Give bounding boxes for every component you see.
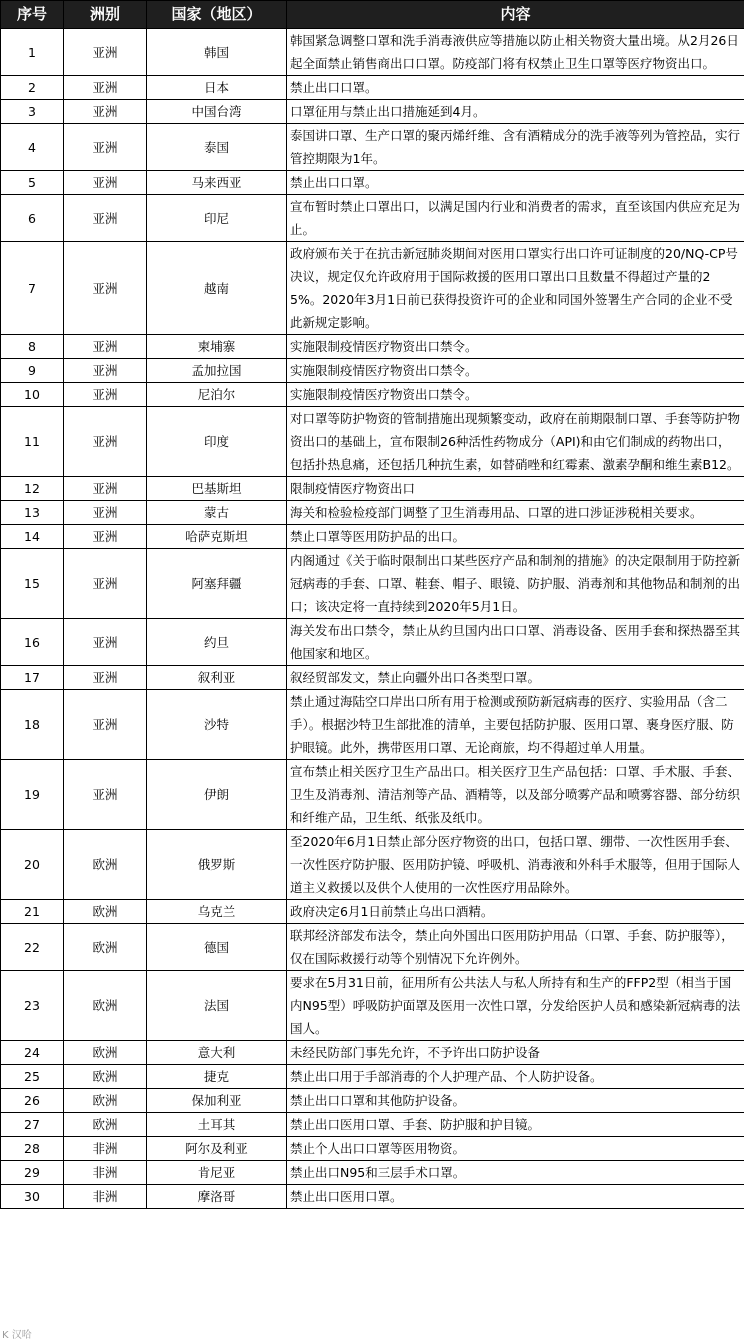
cell-country: 尼泊尔	[147, 383, 287, 407]
cell-continent: 欧洲	[64, 830, 147, 900]
cell-no: 17	[1, 666, 64, 690]
cell-continent: 非洲	[64, 1185, 147, 1209]
cell-content: 泰国讲口罩、生产口罩的聚丙烯纤维、含有酒精成分的洗手液等列为管控品，实行管控期限为1年。	[287, 124, 744, 171]
cell-country: 约旦	[147, 619, 287, 666]
cell-country: 俄罗斯	[147, 830, 287, 900]
table-body	[1, 29, 744, 1209]
table-row	[1, 1041, 744, 1065]
cell-continent: 欧洲	[64, 1065, 147, 1089]
cell-continent: 欧洲	[64, 1113, 147, 1137]
table-row	[1, 900, 744, 924]
table-row	[1, 924, 744, 971]
table-row	[1, 760, 744, 830]
cell-content: 联邦经济部发布法令，禁止向外国出口医用防护用品（口罩、手套、防护服等），仅在国际救援行动等个别情况下允许例外。	[287, 924, 744, 971]
table-row	[1, 29, 744, 76]
cell-country: 哈萨克斯坦	[147, 525, 287, 549]
cell-no: 8	[1, 335, 64, 359]
cell-continent: 亚洲	[64, 477, 147, 501]
cell-continent: 非洲	[64, 1161, 147, 1185]
table-row	[1, 383, 744, 407]
cell-continent: 亚洲	[64, 760, 147, 830]
cell-continent: 亚洲	[64, 359, 147, 383]
cell-continent: 亚洲	[64, 407, 147, 477]
table-row	[1, 549, 744, 619]
cell-country: 巴基斯坦	[147, 477, 287, 501]
cell-no: 11	[1, 407, 64, 477]
cell-no: 25	[1, 1065, 64, 1089]
cell-no: 26	[1, 1089, 64, 1113]
cell-no: 5	[1, 171, 64, 195]
table-row	[1, 477, 744, 501]
cell-no: 2	[1, 76, 64, 100]
cell-continent: 欧洲	[64, 1089, 147, 1113]
cell-country: 法国	[147, 971, 287, 1041]
header-continent: 洲别	[64, 1, 147, 29]
cell-continent: 亚洲	[64, 335, 147, 359]
table-row	[1, 1185, 744, 1209]
table-row	[1, 242, 744, 335]
cell-country: 韩国	[147, 29, 287, 76]
watermark: K 汉哈	[2, 1330, 32, 1341]
cell-country: 马来西亚	[147, 171, 287, 195]
cell-continent: 亚洲	[64, 525, 147, 549]
table-row	[1, 171, 744, 195]
table-row	[1, 195, 744, 242]
cell-content: 禁止出口医用口罩。	[287, 1185, 744, 1209]
cell-content: 至2020年6月1日禁止部分医疗物资的出口，包括口罩、绷带、一次性医用手套、一次性医疗防护服、医用防护镜、呼吸机、消毒液和外科手术服等，但用于国际人道主义救援以及供个人使用的一次性医疗用品除外。	[287, 830, 744, 900]
cell-country: 越南	[147, 242, 287, 335]
cell-no: 4	[1, 124, 64, 171]
cell-no: 7	[1, 242, 64, 335]
table-row	[1, 1089, 744, 1113]
table-row	[1, 359, 744, 383]
header-content: 内容	[287, 1, 744, 29]
cell-continent: 亚洲	[64, 383, 147, 407]
cell-content: 政府决定6月1日前禁止乌出口酒精。	[287, 900, 744, 924]
cell-no: 1	[1, 29, 64, 76]
table-row	[1, 76, 744, 100]
cell-content: 禁止口罩等医用防护品的出口。	[287, 525, 744, 549]
cell-content: 叙经贸部发文，禁止向疆外出口各类型口罩。	[287, 666, 744, 690]
cell-country: 乌克兰	[147, 900, 287, 924]
cell-content: 对口罩等防护物资的管制措施出现频繁变动，政府在前期限制口罩、手套等防护物资出口的基础上，宣布限制26种活性药物成分（API)和由它们制成的药物出口，包括扑热息痛，还包括几种抗生素，如替硝唑和红霉素、激素孕酮和维生素B12。	[287, 407, 744, 477]
cell-country: 中国台湾	[147, 100, 287, 124]
cell-country: 保加利亚	[147, 1089, 287, 1113]
cell-no: 18	[1, 690, 64, 760]
cell-country: 土耳其	[147, 1113, 287, 1137]
cell-content: 禁止出口口罩和其他防护设备。	[287, 1089, 744, 1113]
cell-content: 宣布禁止相关医疗卫生产品出口。相关医疗卫生产品包括：口罩、手术服、手套、卫生及消毒剂、清洁剂等产品、酒精等，以及部分喷雾产品和喷雾容器、部分纺织和纤维产品，卫生纸、纸张及纸巾。	[287, 760, 744, 830]
cell-continent: 亚洲	[64, 171, 147, 195]
cell-content: 海关发布出口禁令，禁止从约旦国内出口口罩、消毒设备、医用手套和探热器至其他国家和地区。	[287, 619, 744, 666]
cell-no: 28	[1, 1137, 64, 1161]
table-row	[1, 666, 744, 690]
cell-content: 韩国紧急调整口罩和洗手消毒液供应等措施以防止相关物资大量出境。从2月26日起全面禁止销售商出口口罩。防疫部门将有权禁止卫生口罩等医疗物资出口。	[287, 29, 744, 76]
cell-content: 实施限制疫情医疗物资出口禁令。	[287, 359, 744, 383]
cell-continent: 欧洲	[64, 1041, 147, 1065]
cell-content: 宣布暂时禁止口罩出口，以满足国内行业和消费者的需求，直至该国内供应充足为止。	[287, 195, 744, 242]
cell-country: 印度	[147, 407, 287, 477]
table-row	[1, 1137, 744, 1161]
cell-no: 9	[1, 359, 64, 383]
cell-no: 20	[1, 830, 64, 900]
cell-content: 禁止出口口罩。	[287, 171, 744, 195]
cell-country: 印尼	[147, 195, 287, 242]
table-row	[1, 407, 744, 477]
cell-country: 柬埔寨	[147, 335, 287, 359]
cell-country: 德国	[147, 924, 287, 971]
cell-continent: 亚洲	[64, 76, 147, 100]
cell-continent: 亚洲	[64, 501, 147, 525]
cell-country: 意大利	[147, 1041, 287, 1065]
cell-country: 阿塞拜疆	[147, 549, 287, 619]
table-row	[1, 1113, 744, 1137]
table-header-row	[1, 1, 744, 29]
table-row	[1, 690, 744, 760]
cell-content: 口罩征用与禁止出口措施延到4月。	[287, 100, 744, 124]
cell-continent: 亚洲	[64, 29, 147, 76]
cell-content: 实施限制疫情医疗物资出口禁令。	[287, 383, 744, 407]
cell-country: 孟加拉国	[147, 359, 287, 383]
cell-country: 叙利亚	[147, 666, 287, 690]
cell-no: 21	[1, 900, 64, 924]
table-row	[1, 124, 744, 171]
cell-continent: 亚洲	[64, 100, 147, 124]
table-row	[1, 830, 744, 900]
cell-no: 29	[1, 1161, 64, 1185]
table-row	[1, 501, 744, 525]
cell-country: 肯尼亚	[147, 1161, 287, 1185]
cell-content: 政府颁布关于在抗击新冠肺炎期间对医用口罩实行出口许可证制度的20/NQ-CP号决议，规定仅允许政府用于国际救援的医用口罩出口且数量不得超过产量的25%。2020年3月1日前已获得投资许可的企业和同国外签署生产合同的企业不受此新规定影响。	[287, 242, 744, 335]
table-row	[1, 1065, 744, 1089]
cell-country: 伊朗	[147, 760, 287, 830]
cell-content: 实施限制疫情医疗物资出口禁令。	[287, 335, 744, 359]
cell-continent: 亚洲	[64, 666, 147, 690]
cell-no: 16	[1, 619, 64, 666]
cell-content: 要求在5月31日前，征用所有公共法人与私人所持有和生产的FFP2型（相当于国内N95型）呼吸防护面罩及医用一次性口罩，分发给医护人员和感染新冠病毒的法国人。	[287, 971, 744, 1041]
cell-no: 22	[1, 924, 64, 971]
cell-no: 24	[1, 1041, 64, 1065]
table-row	[1, 971, 744, 1041]
header-no: 序号	[1, 1, 64, 29]
cell-content: 未经民防部门事先允许，不予许出口防护设备	[287, 1041, 744, 1065]
cell-no: 27	[1, 1113, 64, 1137]
cell-continent: 亚洲	[64, 195, 147, 242]
cell-content: 禁止出口用于手部消毒的个人护理产品、个人防护设备。	[287, 1065, 744, 1089]
cell-country: 蒙古	[147, 501, 287, 525]
cell-continent: 亚洲	[64, 619, 147, 666]
cell-continent: 亚洲	[64, 690, 147, 760]
cell-no: 19	[1, 760, 64, 830]
cell-country: 泰国	[147, 124, 287, 171]
cell-content: 禁止个人出口口罩等医用物资。	[287, 1137, 744, 1161]
table-row	[1, 100, 744, 124]
cell-content: 内阁通过《关于临时限制出口某些医疗产品和制剂的措施》的决定限制用于防控新冠病毒的手套、口罩、鞋套、帽子、眼镜、防护服、消毒剂和其他物品和制剂的出口；该决定将一直持续到2020年5月1日。	[287, 549, 744, 619]
cell-no: 23	[1, 971, 64, 1041]
cell-content: 禁止出口N95和三层手术口罩。	[287, 1161, 744, 1185]
cell-no: 15	[1, 549, 64, 619]
table-row	[1, 619, 744, 666]
header-country: 国家（地区）	[147, 1, 287, 29]
cell-continent: 亚洲	[64, 549, 147, 619]
cell-content: 禁止出口口罩。	[287, 76, 744, 100]
cell-no: 12	[1, 477, 64, 501]
cell-no: 30	[1, 1185, 64, 1209]
cell-continent: 欧洲	[64, 971, 147, 1041]
cell-continent: 欧洲	[64, 924, 147, 971]
cell-country: 日本	[147, 76, 287, 100]
cell-no: 14	[1, 525, 64, 549]
table-row	[1, 1161, 744, 1185]
cell-no: 3	[1, 100, 64, 124]
cell-content: 海关和检验检疫部门调整了卫生消毒用品、口罩的进口涉证涉税相关要求。	[287, 501, 744, 525]
cell-content: 禁止出口医用口罩、手套、防护服和护目镜。	[287, 1113, 744, 1137]
cell-continent: 欧洲	[64, 900, 147, 924]
cell-country: 阿尔及利亚	[147, 1137, 287, 1161]
table-row	[1, 525, 744, 549]
cell-content: 限制疫情医疗物资出口	[287, 477, 744, 501]
cell-country: 摩洛哥	[147, 1185, 287, 1209]
cell-continent: 亚洲	[64, 124, 147, 171]
cell-no: 6	[1, 195, 64, 242]
cell-no: 13	[1, 501, 64, 525]
cell-content: 禁止通过海陆空口岸出口所有用于检测或预防新冠病毒的医疗、实验用品（含二手）。根据沙特卫生部批准的清单，主要包括防护服、医用口罩、裹身医疗服、防护眼镜。此外，携带医用口罩、无论商旅，均不得超过单人用量。	[287, 690, 744, 760]
cell-continent: 亚洲	[64, 242, 147, 335]
cell-no: 10	[1, 383, 64, 407]
cell-country: 捷克	[147, 1065, 287, 1089]
table-row	[1, 335, 744, 359]
cell-country: 沙特	[147, 690, 287, 760]
cell-continent: 非洲	[64, 1137, 147, 1161]
